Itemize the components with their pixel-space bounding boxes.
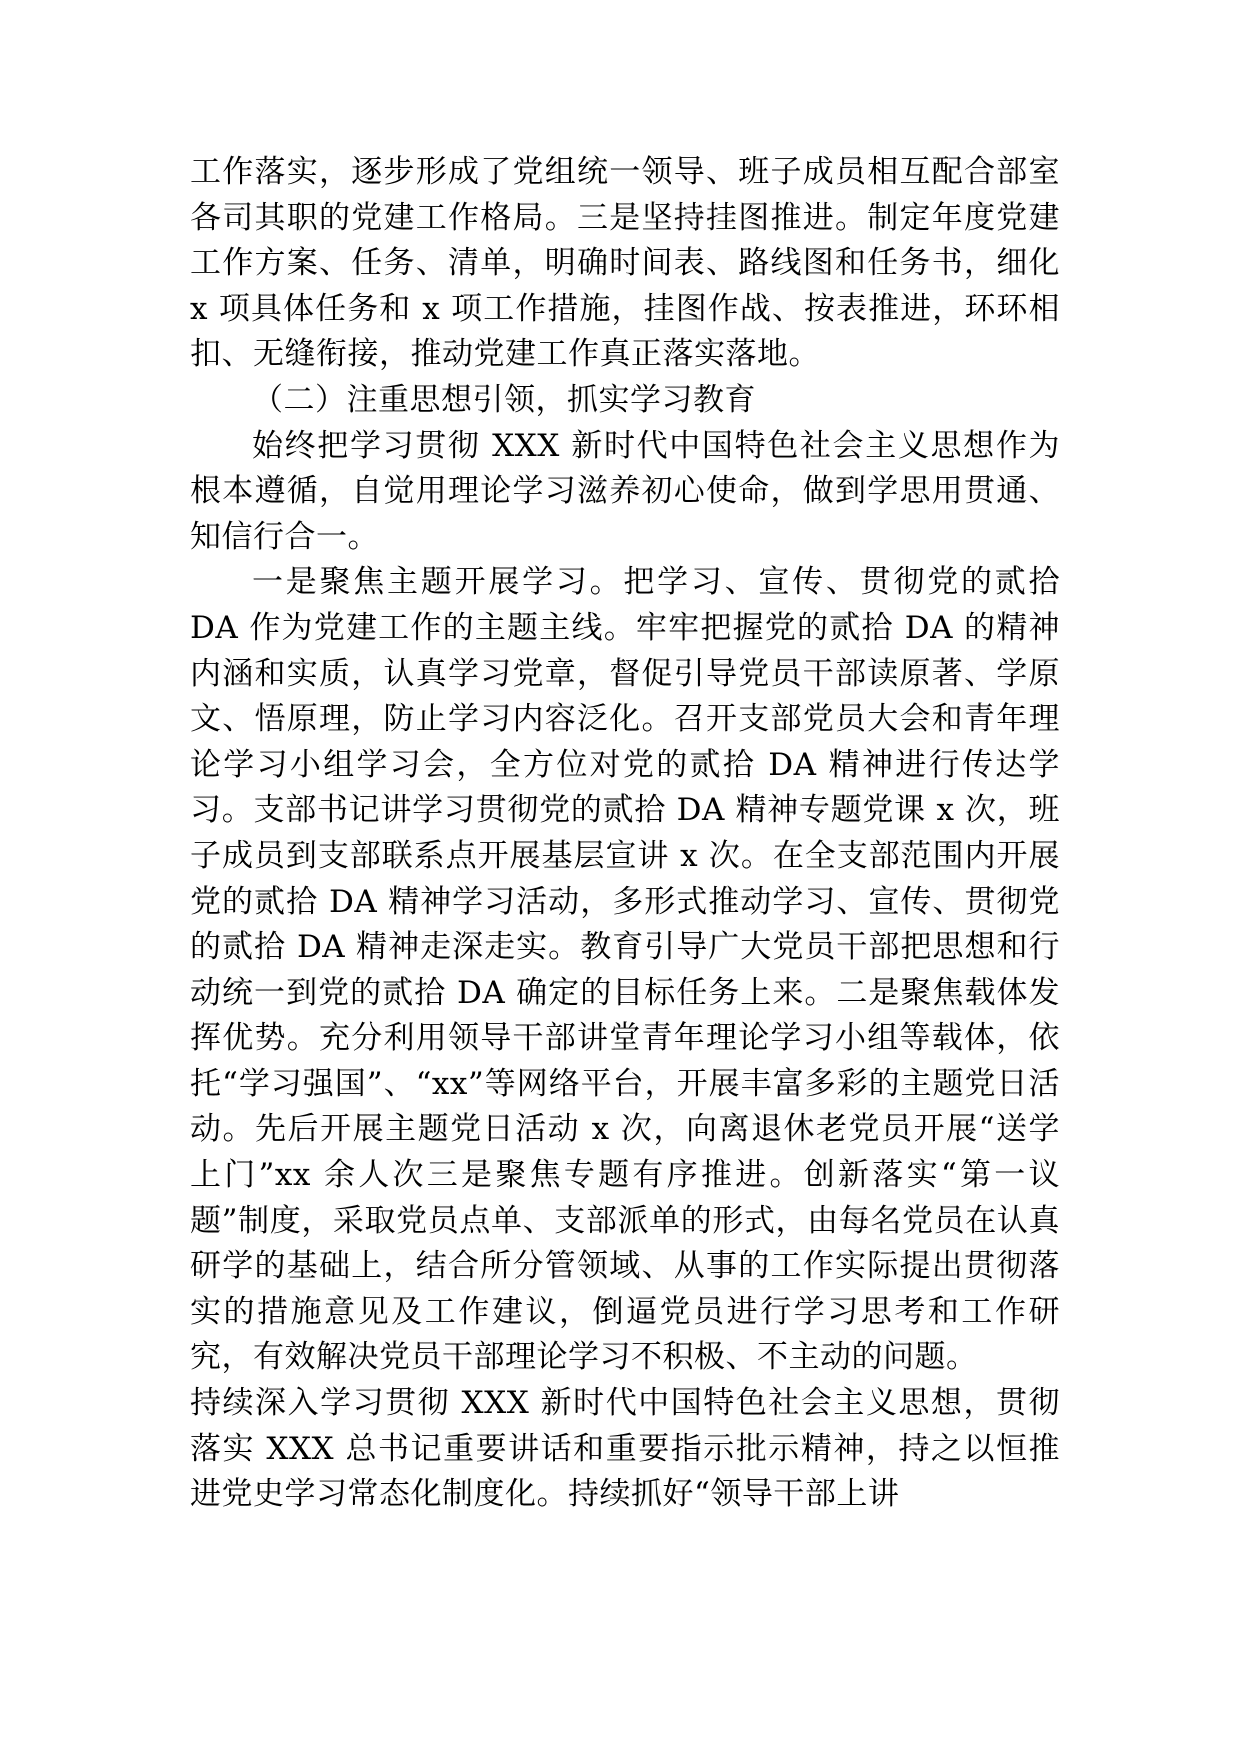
paragraph-work-pattern: 工作落实，逐步形成了党组统一领导、班子成员相互配合部室各司其职的党建工作格局。三是坚持挂图推进。制定年度党建工作方案、任务、清单，明确时间表、路线图和任务书，细化 x 项具体任务和 x 项工作措施，挂图作战、按表推进，环环相扣、无缝衔接，推动党建工作真正落实落地。 <box>190 154 1060 373</box>
section-heading: （二）注重思想引领，抓实学习教育 <box>252 381 756 418</box>
paragraph-guiding-principle: 始终把学习贯彻 XXX 新时代中国特色社会主义思想作为根本遵循，自觉用理论学习滋养初心使命，做到学思用贯通、知信行合一。 <box>190 427 1060 555</box>
paragraph-study-measures: 一是聚焦主题开展学习。把学习、宣传、贯彻党的贰拾 DA 作为党建工作的主题主线。牢牢把握党的贰拾 DA 的精神内涵和实质，认真学习党章，督促引导党员干部读原著、学原文、悟原理，防止学习内容泛化。召开支部党员大会和青年理论学习小组学习会，全方位对党的贰拾 DA 精神进行传达学习。支部书记讲学习贯彻党的贰拾 DA 精神专题党课 x 次，班子成员到支部联系点开展基层宣讲 x 次。在全支部范围内开展党的贰拾 DA 精神学习活动，多形式推动学习、宣传、贯彻党的贰拾 DA 精神走深走实。教育引导广大党员干部把思想和行动统一到党的贰拾 DA 确定的目标任务上来。二是聚焦载体发挥优势。充分利用领导干部讲堂青年理论学习小组等载体，依托“学习强国”、“xx”等网络平台，开展丰富多彩的主题党日活动。先后开展主题党日活动 x 次，向离退休老党员开展“送学上门”xx 余人次三是聚焦专题有序推进。创新落实“第一议题”制度，采取党员点单、支部派单的形式，由每名党员在认真研学的基础上，结合所分管领域、从事的工作实际提出贯彻落实的措施意见及工作建议，倒逼党员进行学习思考和工作研究，有效解决党员干部理论学习不积极、不主动的问题。 <box>190 564 1060 1376</box>
paragraph-continued-study: 持续深入学习贯彻 XXX 新时代中国特色社会主义思想，贯彻落实 XXX 总书记重要讲话和重要指示批示精神，持之以恒推进党史学习常态化制度化。持续抓好“领导干部上讲 <box>190 1385 1060 1513</box>
document-body <box>190 150 1060 1518</box>
